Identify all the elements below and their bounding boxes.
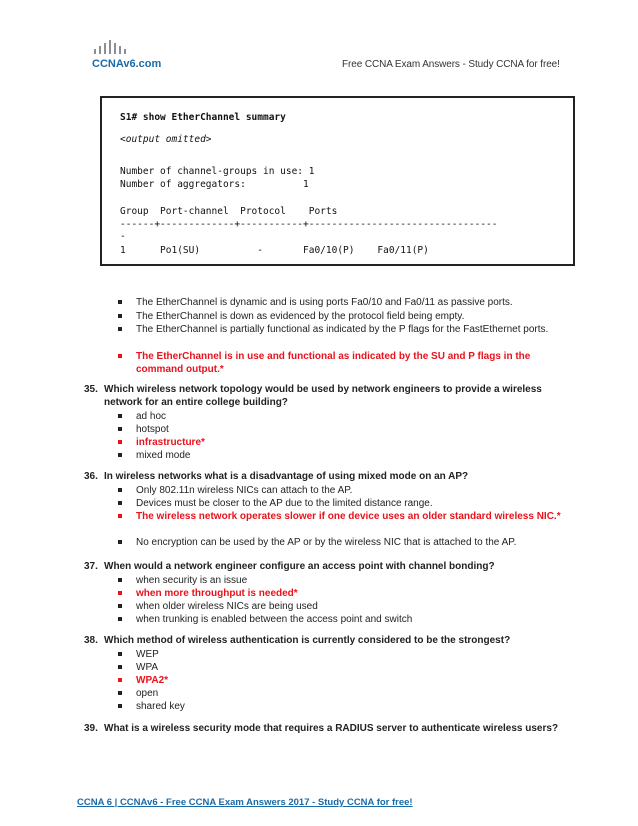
question-number: 38.: [84, 635, 98, 646]
bullet-icon: [118, 678, 122, 682]
question-number: 36.: [84, 471, 98, 482]
option-text: The EtherChannel is partially functional as indicated by the P flags for the FastEthernet ports.: [136, 324, 549, 335]
bullet-icon: [118, 453, 122, 457]
signal-bars-icon: [92, 40, 152, 56]
cli-line: ------+-------------+-----------+---------------------------------: [120, 219, 498, 230]
option-text: WEP: [136, 649, 159, 660]
question-text: In wireless networks what is a disadvantage of using mixed mode on an AP?: [104, 471, 469, 482]
cli-line: Group Port-channel Protocol Ports: [120, 206, 338, 217]
bullet-icon: [118, 414, 122, 418]
bullet-icon: [118, 354, 122, 358]
question-text: What is a wireless security mode that requires a RADIUS server to authenticate wireless users?: [104, 723, 559, 734]
option-text: when security is an issue: [136, 575, 248, 586]
option-text: when more throughput is needed*: [136, 588, 298, 599]
bullet-icon: [118, 691, 122, 695]
bullet-icon: [118, 591, 122, 595]
option-text: Only 802.11n wireless NICs can attach to the AP.: [136, 485, 353, 496]
cli-line: 1 Po1(SU) - Fa0/10(P) Fa0/11(P): [120, 245, 429, 256]
option-text: Devices must be closer to the AP due to the limited distance range.: [136, 498, 433, 509]
footer-link[interactable]: CCNA 6 | CCNAv6 - Free CCNA Exam Answers 2017 - Study CCNA for free!: [77, 797, 413, 808]
option-text: The wireless network operates slower if one device uses an older standard wireless NIC.*: [136, 511, 561, 522]
cli-output-figure: [100, 96, 575, 266]
option-text: The EtherChannel is dynamic and is using ports Fa0/10 and Fa0/11 as passive ports.: [136, 297, 513, 308]
question-number: 35.: [84, 384, 98, 395]
cli-line: <output omitted>: [120, 134, 212, 145]
bullet-icon: [118, 314, 122, 318]
bullet-icon: [118, 578, 122, 582]
question-text: Which wireless network topology would be used by network engineers to provide a wireless network for an entire college building?: [104, 384, 542, 408]
bullet-icon: [118, 604, 122, 608]
option-text: open: [136, 688, 159, 699]
option-text: shared key: [136, 701, 185, 712]
cli-command: S1# show EtherChannel summary: [120, 112, 286, 123]
option-text: when older wireless NICs are being used: [136, 601, 318, 612]
bullet-icon: [118, 427, 122, 431]
option-text: when trunking is enabled between the access point and switch: [136, 614, 413, 625]
bullet-icon: [118, 327, 122, 331]
bullet-icon: [118, 501, 122, 505]
question-number: 37.: [84, 561, 98, 572]
question-text: Which method of wireless authentication is currently considered to be the strongest?: [104, 635, 511, 646]
option-text: The EtherChannel is in use and functional as indicated by the SU and P flags in the command output.*: [136, 351, 531, 375]
cli-line: Number of aggregators: 1: [120, 179, 309, 190]
bullet-icon: [118, 665, 122, 669]
bullet-icon: [118, 300, 122, 304]
bullet-icon: [118, 652, 122, 656]
option-text: WPA: [136, 662, 159, 673]
cli-line: Number of channel-groups in use: 1: [120, 166, 315, 177]
page-header: [0, 0, 638, 80]
cli-line: -: [120, 231, 126, 242]
option-text: The EtherChannel is down as evidenced by the protocol field being empty.: [136, 311, 465, 322]
option-text: WPA2*: [136, 675, 169, 686]
question-text: When would a network engineer configure an access point with channel bonding?: [104, 561, 495, 572]
option-text: ad hoc: [136, 411, 167, 422]
bullet-icon: [118, 704, 122, 708]
question-number: 39.: [84, 723, 98, 734]
bullet-icon: [118, 540, 122, 544]
option-text: hotspot: [136, 424, 169, 435]
option-text: mixed mode: [136, 450, 191, 461]
bullet-icon: [118, 440, 122, 444]
bullet-icon: [118, 488, 122, 492]
header-tagline: Free CCNA Exam Answers - Study CCNA for free!: [342, 59, 560, 70]
option-text: No encryption can be used by the AP or by the wireless NIC that is attached to the AP.: [136, 537, 517, 548]
logo-text: CCNAv6.com: [92, 58, 162, 70]
bullet-icon: [118, 617, 122, 621]
option-text: infrastructure*: [136, 437, 205, 448]
bullet-icon: [118, 514, 122, 518]
